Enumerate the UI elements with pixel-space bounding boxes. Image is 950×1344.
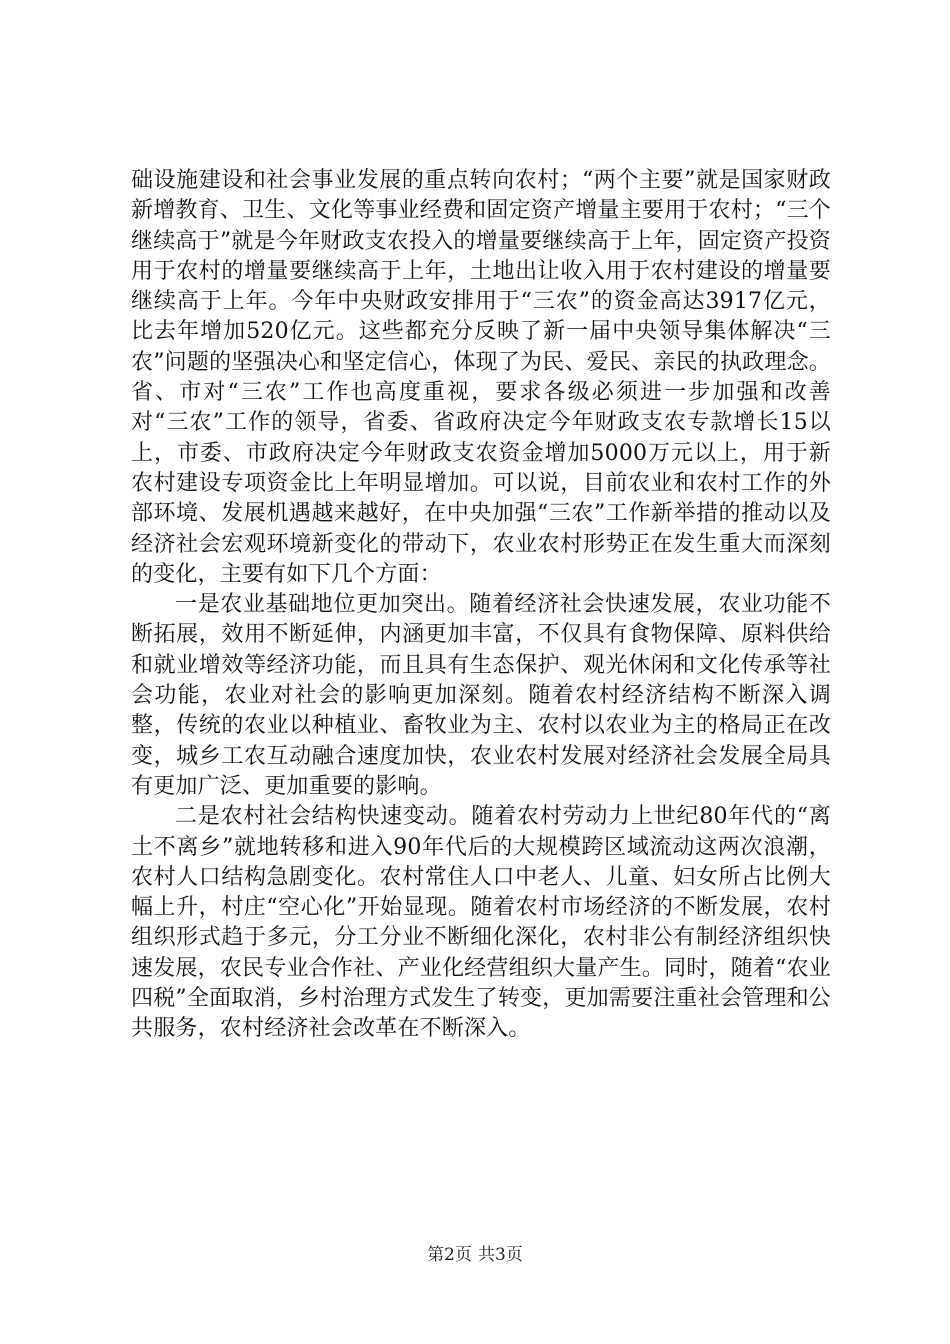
paragraph-1: 础设施建设和社会事业发展的重点转向农村；“两个主要”就是国家财政新增教育、卫生、文化等事业经费和固定资产增量主要用于农村；“三个继续高于”就是今年财政支农投入的增量要继续高于上年，固定资产投资用于农村的增量要继续高于上年，土地出让收入用于农村建设的增量要继续高于上年。今年中央财政安排用于“三农”的资金高达3917亿元，比去年增加520亿元。这些都充分反映了新一届中央领导集体解决“三农”问题的坚强决心和坚定信心，体现了为民、爱民、亲民的执政理念。省、市对“三农”工作也高度重视，要求各级必须进一步加强和改善对“三农”工作的领导，省委、省政府决定今年财政支农专款增长15以上，市委、市政府决定今年财政支农资金增加5000万元以上，用于新农村建设专项资金比上年明显增加。可以说，目前农业和农村工作的外部环境、发展机遇越来越好，在中央加强“三农”工作新举措的推动以及经济社会宏观环境新变化的带动下，农业农村形势正在发生重大而深刻的变化，主要有如下几个方面： — [131, 168, 831, 587]
page-number-current: 第2页 — [427, 1245, 472, 1265]
paragraph-2: 一是农业基础地位更加突出。随着经济社会快速发展，农业功能不断拓展，效用不断延伸，内涵更加丰富，不仅具有食物保障、原料供给和就业增效等经济功能，而且具有生态保护、观光休闲和文化传承等社会功能，农业对社会的影响更加深刻。随着农村经济结构不断深入调整，传统的农业以种植业、畜牧业为主、农村以农业为主的格局正在改变，城乡工农互动融合速度加快，农业农村发展对经济社会发展全局具有更加广泛、更加重要的影响。 — [131, 592, 831, 799]
page-number-total: 共3页 — [478, 1245, 523, 1265]
page-footer — [0, 1244, 950, 1266]
paragraph-3: 二是农村社会结构快速变动。随着农村劳动力上世纪80年代的“离土不离乡”就地转移和进入90年代后的大规模跨区域流动这两次浪潮，农村人口结构急剧变化。农村常住人口中老人、儿童、妇女所占比例大幅上升，村庄“空心化”开始显现。随着农村市场经济的不断发展，农村组织形式趋于多元，分工分业不断细化深化，农村非公有制经济组织快速发展，农民专业合作社、产业化经营组织大量产生。同时，随着“农业四税”全面取消，乡村治理方式发生了转变，更加需要注重社会管理和公共服务，农村经济社会改革在不断深入。 — [131, 804, 831, 1042]
document-body — [131, 166, 831, 1045]
